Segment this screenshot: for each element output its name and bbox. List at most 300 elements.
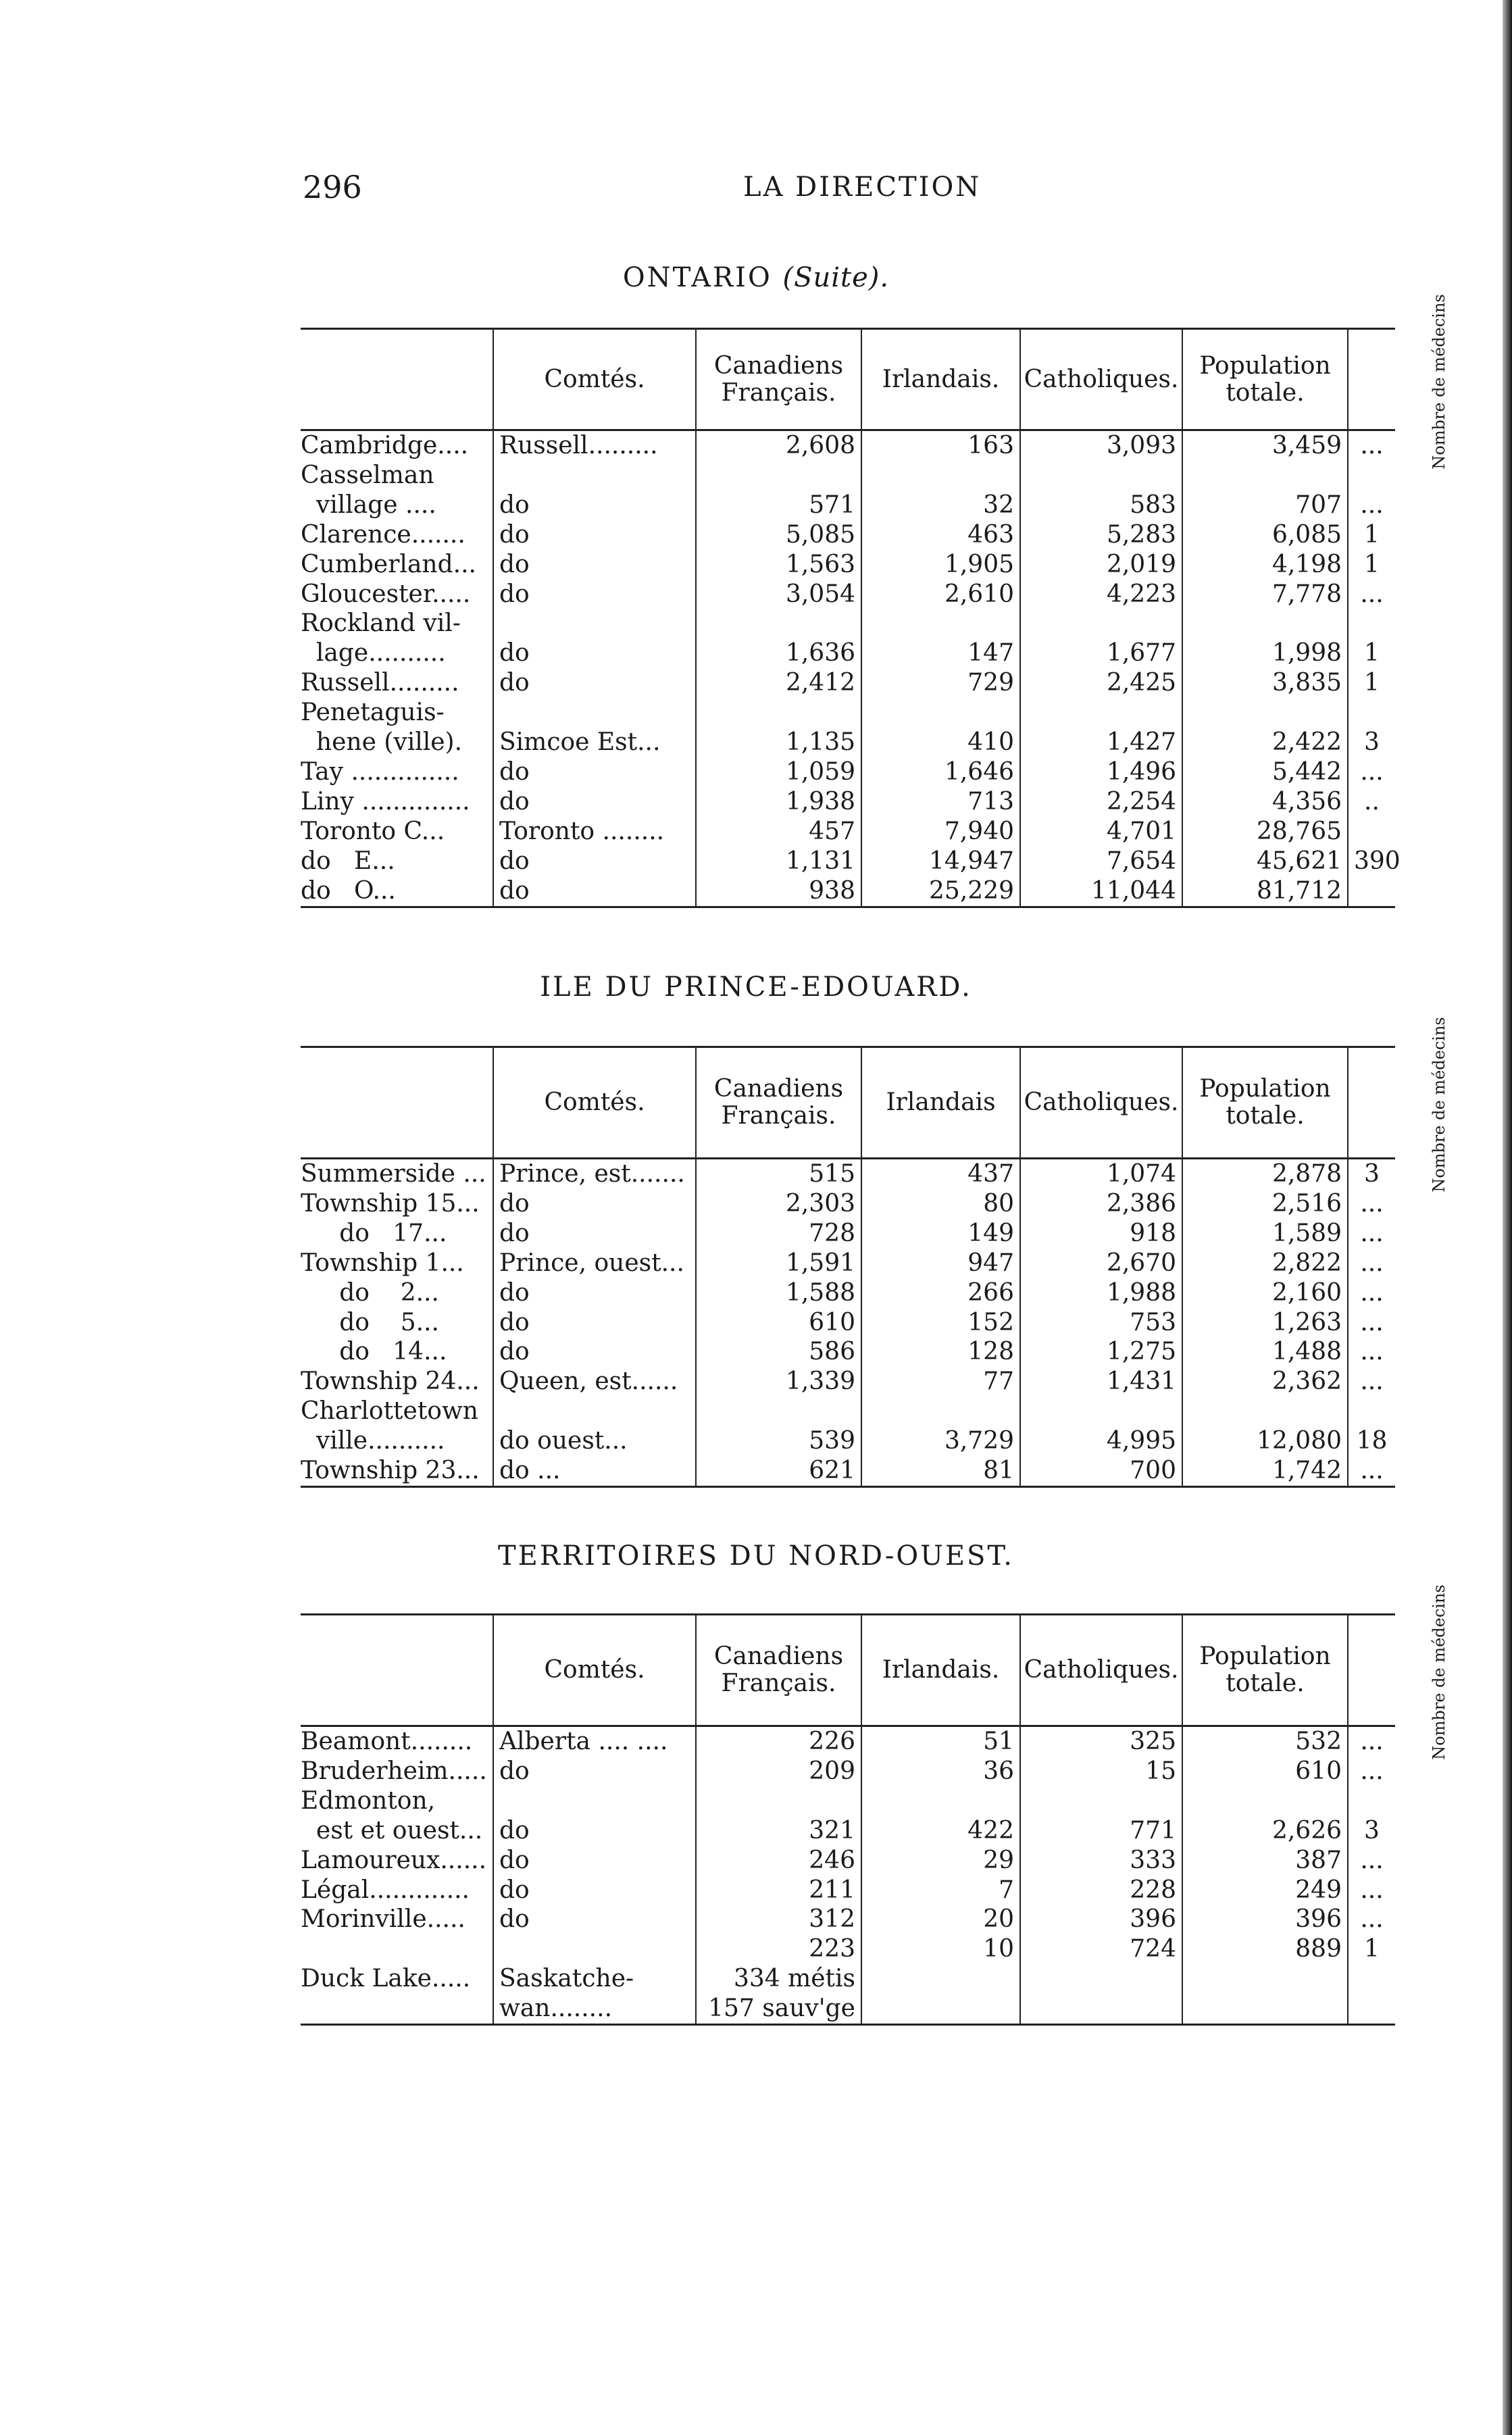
ontario-header-0	[301, 329, 493, 430]
table-row	[301, 817, 1395, 847]
cell-med: ...	[1348, 1726, 1395, 1757]
cell-county: do	[493, 876, 696, 907]
cell-place: Charlottetown	[301, 1397, 478, 1426]
cell-med: ...	[1348, 1905, 1395, 1934]
cell-irl: 1,905	[861, 550, 1020, 580]
cell-county: do	[493, 757, 696, 787]
cell-med: ...	[1348, 1219, 1395, 1249]
cell-pop: 4,356	[1182, 787, 1348, 817]
cell-cath: 4,701	[1020, 817, 1182, 847]
table-row	[301, 1994, 1395, 2024]
cell-irl: 947	[861, 1249, 1020, 1278]
cell-fr: 334 métis	[696, 1964, 861, 1994]
pei-title: ILE DU PRINCE-EDOUARD.	[540, 972, 972, 1003]
cell-irl: 128	[861, 1337, 1020, 1367]
cell-county: do ouest...	[493, 1426, 696, 1456]
cell-irl: 10	[861, 1934, 1020, 1964]
cell-county: do	[493, 1337, 696, 1367]
cell-place: do 17...	[301, 1219, 447, 1247]
cell-med: 18	[1348, 1426, 1395, 1456]
cell-cath	[1020, 1964, 1182, 1994]
cell-fr: 5,085	[696, 520, 861, 550]
cell-med	[1348, 1994, 1395, 2024]
ontario-title-suffix: (Suite).	[782, 262, 890, 293]
table-row	[301, 491, 1395, 520]
cell-county: do	[493, 847, 696, 876]
cell-county: Simcoe Est...	[493, 728, 696, 757]
cell-irl: 7,940	[861, 817, 1020, 847]
cell-county: do	[493, 787, 696, 817]
cell-place: Toronto C...	[301, 817, 445, 845]
page-number: 296	[303, 169, 362, 205]
scan-edge	[1503, 0, 1512, 2435]
cell-place: Cumberland...	[301, 550, 476, 578]
table-row	[301, 1876, 1395, 1905]
cell-place	[301, 1994, 493, 2024]
cell-med	[1348, 1397, 1395, 1426]
cell-cath: 2,425	[1020, 668, 1182, 698]
cell-place: Township 15...	[301, 1189, 480, 1218]
cell-med: ...	[1348, 1308, 1395, 1338]
pei-header-5: Population totale.	[1182, 1047, 1348, 1159]
cell-fr: 1,636	[696, 638, 861, 668]
cell-place: do 2...	[301, 1278, 439, 1307]
cell-med: ...	[1348, 1876, 1395, 1905]
ontario-header-1: Comtés.	[493, 329, 696, 430]
cell-irl: 32	[861, 491, 1020, 520]
cell-pop: 28,765	[1182, 817, 1348, 847]
cell-irl: 163	[861, 430, 1020, 461]
cell-med: 1	[1348, 638, 1395, 668]
table-row	[301, 1367, 1395, 1397]
cell-fr: 571	[696, 491, 861, 520]
cell-county	[493, 1934, 696, 1964]
cell-irl: 149	[861, 1219, 1020, 1249]
cell-cath: 1,677	[1020, 638, 1182, 668]
cell-fr: 586	[696, 1337, 861, 1367]
cell-fr	[696, 698, 861, 728]
cell-fr: 226	[696, 1726, 861, 1757]
table-row	[301, 1337, 1395, 1367]
cell-fr	[696, 1786, 861, 1816]
cell-irl	[861, 1964, 1020, 1994]
cell-cath: 771	[1020, 1816, 1182, 1846]
cell-pop	[1182, 1964, 1348, 1994]
cell-place: Tay ..............	[301, 757, 459, 786]
cell-med: ...	[1348, 1249, 1395, 1278]
cell-county: do	[493, 1816, 696, 1846]
cell-county: do	[493, 1876, 696, 1905]
cell-fr: 3,054	[696, 580, 861, 609]
cell-pop: 2,362	[1182, 1367, 1348, 1397]
cell-cath: 724	[1020, 1934, 1182, 1964]
cell-med: 3	[1348, 1816, 1395, 1846]
table-row	[301, 1278, 1395, 1308]
cell-pop	[1182, 609, 1348, 638]
cell-irl: 2,610	[861, 580, 1020, 609]
cell-place	[301, 1934, 493, 1964]
cell-fr: 2,608	[696, 430, 861, 461]
cell-cath: 4,995	[1020, 1426, 1182, 1456]
pei-header-0	[301, 1047, 493, 1159]
cell-cath: 15	[1020, 1757, 1182, 1786]
table-row	[301, 1726, 1395, 1757]
table-row	[301, 1846, 1395, 1876]
cell-pop: 532	[1182, 1726, 1348, 1757]
cell-fr	[696, 609, 861, 638]
table-row	[301, 787, 1395, 817]
table-row	[301, 1934, 1395, 1964]
cell-cath: 325	[1020, 1726, 1182, 1757]
cell-fr: 515	[696, 1159, 861, 1189]
cell-med: ...	[1348, 1456, 1395, 1486]
cell-med: ...	[1348, 491, 1395, 520]
cell-county: do	[493, 1846, 696, 1876]
cell-county: do	[493, 1189, 696, 1219]
cell-med	[1348, 817, 1395, 847]
cell-irl	[861, 1786, 1020, 1816]
nwt-header-5: Population totale.	[1182, 1615, 1348, 1726]
cell-place: Clarence.......	[301, 520, 465, 549]
cell-irl: 29	[861, 1846, 1020, 1876]
table-row	[301, 757, 1395, 787]
cell-med	[1348, 609, 1395, 638]
cell-cath: 1,074	[1020, 1159, 1182, 1189]
cell-pop: 81,712	[1182, 876, 1348, 907]
cell-fr: 610	[696, 1308, 861, 1338]
cell-county: do	[493, 1308, 696, 1338]
cell-pop: 249	[1182, 1876, 1348, 1905]
cell-pop: 610	[1182, 1757, 1348, 1786]
table-row	[301, 580, 1395, 609]
cell-cath: 4,223	[1020, 580, 1182, 609]
table-row	[301, 668, 1395, 698]
cell-fr: 321	[696, 1816, 861, 1846]
cell-pop: 7,778	[1182, 580, 1348, 609]
table-row	[301, 1189, 1395, 1219]
cell-fr: 457	[696, 817, 861, 847]
cell-irl: 36	[861, 1757, 1020, 1786]
nwt-header-1: Comtés.	[493, 1615, 696, 1726]
cell-irl: 437	[861, 1159, 1020, 1189]
cell-med	[1348, 876, 1395, 907]
cell-place: Township 1...	[301, 1249, 464, 1277]
cell-pop	[1182, 698, 1348, 728]
table-row	[301, 609, 1395, 638]
cell-fr: 1,131	[696, 847, 861, 876]
cell-cath: 228	[1020, 1876, 1182, 1905]
cell-fr: 312	[696, 1905, 861, 1934]
cell-med	[1348, 1786, 1395, 1816]
page-header	[0, 169, 1512, 209]
cell-county	[493, 609, 696, 638]
running-head: LA DIRECTION	[743, 172, 982, 203]
cell-cath: 1,431	[1020, 1367, 1182, 1397]
cell-pop: 45,621	[1182, 847, 1348, 876]
cell-cath: 918	[1020, 1219, 1182, 1249]
table-row	[301, 876, 1395, 907]
cell-med: 3	[1348, 728, 1395, 757]
cell-med: 390	[1348, 847, 1395, 876]
cell-place: Rockland vil-	[301, 609, 461, 638]
cell-place: ville..........	[301, 1427, 445, 1455]
cell-place: Township 24...	[301, 1367, 480, 1396]
cell-county: Prince, est.......	[493, 1159, 696, 1189]
cell-county: Russell.........	[493, 430, 696, 461]
cell-fr: 938	[696, 876, 861, 907]
cell-cath: 1,988	[1020, 1278, 1182, 1308]
cell-place: lage..........	[301, 639, 446, 668]
cell-irl: 266	[861, 1278, 1020, 1308]
pei-header-2: Canadiens Français.	[696, 1047, 861, 1159]
cell-cath: 333	[1020, 1846, 1182, 1876]
cell-place: Gloucester.....	[301, 580, 471, 608]
cell-cath: 1,496	[1020, 757, 1182, 787]
cell-cath: 2,386	[1020, 1189, 1182, 1219]
cell-cath: 700	[1020, 1456, 1182, 1486]
table-row	[301, 728, 1395, 757]
cell-cath	[1020, 609, 1182, 638]
cell-fr: 1,938	[696, 787, 861, 817]
ontario-header-5: Population totale.	[1182, 329, 1348, 430]
cell-fr: 2,303	[696, 1189, 861, 1219]
cell-pop: 12,080	[1182, 1426, 1348, 1456]
cell-county	[493, 698, 696, 728]
nwt-title: TERRITOIRES DU NORD-OUEST.	[498, 1540, 1014, 1572]
cell-fr	[696, 461, 861, 491]
cell-fr: 211	[696, 1876, 861, 1905]
cell-med: 3	[1348, 1159, 1395, 1189]
cell-irl	[861, 698, 1020, 728]
cell-cath: 396	[1020, 1905, 1182, 1934]
cell-fr: 2,412	[696, 668, 861, 698]
cell-fr: 223	[696, 1934, 861, 1964]
table-row	[301, 1397, 1395, 1426]
cell-pop: 6,085	[1182, 520, 1348, 550]
cell-place: hene (ville).	[301, 728, 463, 757]
table-row	[301, 698, 1395, 728]
cell-med: 1	[1348, 668, 1395, 698]
cell-fr: 1,591	[696, 1249, 861, 1278]
table-row	[301, 1786, 1395, 1816]
cell-fr: 209	[696, 1757, 861, 1786]
cell-cath	[1020, 698, 1182, 728]
cell-place: Lamoureux......	[301, 1846, 487, 1874]
cell-med: ...	[1348, 1757, 1395, 1786]
cell-cath: 753	[1020, 1308, 1182, 1338]
cell-med	[1348, 1964, 1395, 1994]
table-row	[301, 1219, 1395, 1249]
cell-fr: 621	[696, 1456, 861, 1486]
cell-irl: 147	[861, 638, 1020, 668]
cell-med: ...	[1348, 580, 1395, 609]
ontario-title	[0, 262, 1512, 293]
cell-cath: 1,427	[1020, 728, 1182, 757]
table-row	[301, 461, 1395, 491]
cell-pop: 1,742	[1182, 1456, 1348, 1486]
cell-county: do	[493, 550, 696, 580]
cell-county: do	[493, 1219, 696, 1249]
cell-irl: 20	[861, 1905, 1020, 1934]
nwt-header-2: Canadiens Français.	[696, 1615, 861, 1726]
cell-place: village ....	[301, 491, 436, 519]
cell-place: est et ouest...	[301, 1816, 483, 1844]
cell-cath: 2,254	[1020, 787, 1182, 817]
table-row	[301, 1249, 1395, 1278]
pei-header-3: Irlandais	[861, 1047, 1020, 1159]
cell-pop: 2,516	[1182, 1189, 1348, 1219]
cell-irl: 7	[861, 1876, 1020, 1905]
ontario-header-6: Nombre de médecins	[1348, 329, 1395, 430]
table-row	[301, 1456, 1395, 1486]
cell-pop	[1182, 1397, 1348, 1426]
cell-irl: 3,729	[861, 1426, 1020, 1456]
ontario-header-2: Canadiens Français.	[696, 329, 861, 430]
cell-county: Queen, est......	[493, 1367, 696, 1397]
cell-irl: 729	[861, 668, 1020, 698]
table-row	[301, 1426, 1395, 1456]
cell-fr: 1,059	[696, 757, 861, 787]
cell-pop: 889	[1182, 1934, 1348, 1964]
cell-place: do O...	[301, 876, 493, 907]
cell-med: ...	[1348, 757, 1395, 787]
cell-place: Township 23...	[301, 1456, 493, 1486]
cell-pop: 1,589	[1182, 1219, 1348, 1249]
cell-pop	[1182, 1994, 1348, 2024]
cell-place: Beamont........	[301, 1728, 473, 1755]
pei-header-6: Nombre de médecins	[1348, 1047, 1395, 1159]
table-row	[301, 1964, 1395, 1994]
cell-place: do 14...	[301, 1338, 447, 1366]
cell-fr: 157 sauv'ge	[696, 1994, 861, 2024]
cell-irl: 80	[861, 1189, 1020, 1219]
cell-place: Morinville.....	[301, 1905, 465, 1934]
cell-cath: 7,654	[1020, 847, 1182, 876]
cell-county: wan........	[493, 1994, 696, 2024]
cell-county: do	[493, 520, 696, 550]
cell-cath: 583	[1020, 491, 1182, 520]
table-row	[301, 638, 1395, 668]
cell-med	[1348, 461, 1395, 491]
cell-county: Prince, ouest...	[493, 1249, 696, 1278]
cell-pop: 387	[1182, 1846, 1348, 1876]
nwt-header-3: Irlandais.	[861, 1615, 1020, 1726]
nwt-header-6: Nombre de médecins	[1348, 1615, 1395, 1726]
cell-pop: 2,422	[1182, 728, 1348, 757]
cell-fr: 1,563	[696, 550, 861, 580]
cell-fr: 539	[696, 1426, 861, 1456]
cell-cath	[1020, 1786, 1182, 1816]
cell-irl: 463	[861, 520, 1020, 550]
cell-county: do	[493, 1757, 696, 1786]
cell-pop: 2,822	[1182, 1249, 1348, 1278]
cell-pop: 1,263	[1182, 1308, 1348, 1338]
cell-place: Duck Lake.....	[301, 1965, 471, 1993]
cell-cath	[1020, 1397, 1182, 1426]
cell-cath: 11,044	[1020, 876, 1182, 907]
table-row	[301, 1757, 1395, 1786]
cell-cath: 2,019	[1020, 550, 1182, 580]
cell-county: do	[493, 1905, 696, 1934]
cell-place: Russell.........	[301, 669, 459, 697]
cell-pop	[1182, 461, 1348, 491]
cell-cath: 1,275	[1020, 1337, 1182, 1367]
table-row	[301, 1308, 1395, 1338]
nwt-header-4: Catholiques.	[1020, 1615, 1182, 1726]
cell-irl: 25,229	[861, 876, 1020, 907]
cell-place: Liny ..............	[301, 787, 470, 815]
cell-med: ...	[1348, 1337, 1395, 1367]
cell-place: Casselman	[301, 461, 434, 489]
ontario-header-4: Catholiques.	[1020, 329, 1182, 430]
cell-county: Alberta .... ....	[493, 1726, 696, 1757]
cell-cath: 3,093	[1020, 430, 1182, 461]
cell-county: do ...	[493, 1456, 696, 1486]
cell-med	[1348, 698, 1395, 728]
cell-pop: 2,878	[1182, 1159, 1348, 1189]
ontario-table	[301, 293, 1448, 908]
cell-pop: 1,998	[1182, 638, 1348, 668]
cell-fr: 1,339	[696, 1367, 861, 1397]
cell-med: 1	[1348, 1934, 1395, 1964]
cell-county: do	[493, 580, 696, 609]
cell-irl: 81	[861, 1456, 1020, 1486]
cell-med: 1	[1348, 550, 1395, 580]
cell-irl: 1,646	[861, 757, 1020, 787]
cell-fr: 1,588	[696, 1278, 861, 1308]
cell-cath: 5,283	[1020, 520, 1182, 550]
cell-place: Cambridge....	[301, 432, 469, 459]
cell-county: do	[493, 638, 696, 668]
cell-irl: 410	[861, 728, 1020, 757]
cell-pop: 396	[1182, 1905, 1348, 1934]
cell-irl	[861, 1994, 1020, 2024]
cell-place: Penetaguis-	[301, 699, 445, 727]
table-row	[301, 1816, 1395, 1846]
cell-fr: 728	[696, 1219, 861, 1249]
cell-pop: 3,459	[1182, 430, 1348, 461]
cell-place: Edmonton,	[301, 1786, 436, 1815]
nwt-table	[301, 1584, 1448, 2026]
nwt-header-0	[301, 1615, 493, 1726]
cell-med: ...	[1348, 1367, 1395, 1397]
cell-med: ...	[1348, 1189, 1395, 1219]
table-row	[301, 520, 1395, 550]
pei-header-4: Catholiques.	[1020, 1047, 1182, 1159]
cell-fr	[696, 1397, 861, 1426]
cell-pop: 5,442	[1182, 757, 1348, 787]
cell-irl: 422	[861, 1816, 1020, 1846]
cell-pop	[1182, 1786, 1348, 1816]
table-row	[301, 550, 1395, 580]
cell-cath: 2,670	[1020, 1249, 1182, 1278]
cell-county: Toronto ........	[493, 817, 696, 847]
cell-county	[493, 1397, 696, 1426]
cell-med: 1	[1348, 520, 1395, 550]
cell-pop: 707	[1182, 491, 1348, 520]
cell-place: Summerside ...	[301, 1160, 486, 1188]
pei-header-1: Comtés.	[493, 1047, 696, 1159]
cell-pop: 4,198	[1182, 550, 1348, 580]
cell-pop: 3,835	[1182, 668, 1348, 698]
cell-county: Saskatche-	[493, 1964, 696, 1994]
cell-county	[493, 461, 696, 491]
cell-county: do	[493, 1278, 696, 1308]
cell-place: do 5...	[301, 1308, 439, 1336]
cell-irl: 713	[861, 787, 1020, 817]
cell-med: ..	[1348, 787, 1395, 817]
cell-irl: 77	[861, 1367, 1020, 1397]
